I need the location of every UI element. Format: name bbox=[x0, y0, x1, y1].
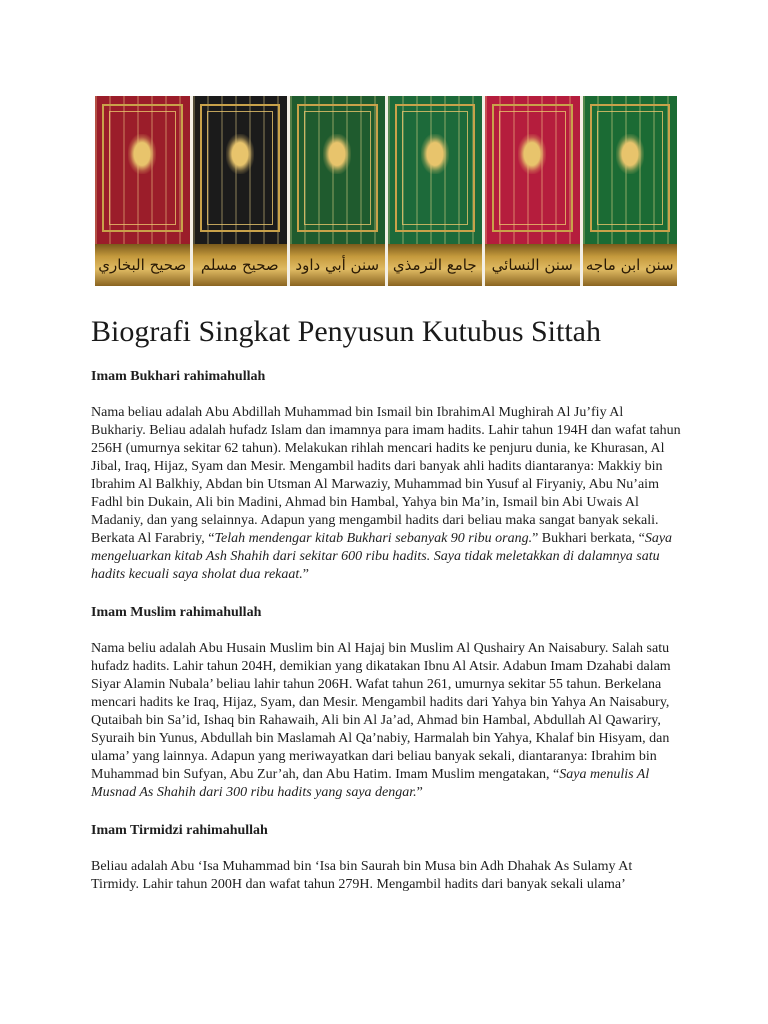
page-title: Biografi Singkat Penyusun Kutubus Sittah bbox=[91, 315, 601, 348]
book-spine-title: صحيح البخاري bbox=[98, 256, 187, 274]
section-heading-muslim: Imam Muslim rahimahullah bbox=[91, 605, 262, 620]
book-1 bbox=[95, 96, 190, 286]
book-4 bbox=[388, 96, 483, 286]
book-spine-title: جامع الترمذي bbox=[392, 256, 477, 274]
article-body bbox=[91, 368, 681, 914]
book-spine-title: سنن النسائي bbox=[491, 256, 573, 274]
kutubus-sittah-banner-image bbox=[95, 96, 677, 286]
paragraph-tirmidzi: Beliau adalah Abu ‘Isa Muhammad bin ‘Isa bin Saurah bin Musa bin Adh Dhahak As Sulamy At Tirmidy. Lahir tahun 200H dan wafat tahun 279H. Mengambil hadits dari banyak sekali ulama’ bbox=[91, 859, 633, 892]
book-3 bbox=[290, 96, 385, 286]
book-spine-title: صحيح مسلم bbox=[200, 256, 279, 274]
section-heading-bukhari: Imam Bukhari rahimahullah bbox=[91, 369, 266, 384]
book-spine-title: سنن أبي داود bbox=[295, 256, 380, 274]
paragraph-bukhari: Nama beliau adalah Abu Abdillah Muhammad bin Ismail bin IbrahimAl Mughirah Al Ju’fiy Al Bukhariy. Beliau adalah hufadz Islam dan imamnya para imam hadits. Lahir tahun 194H dan wafat tahun 256H (umurnya sekitar 62 tahun). Melakukan rihlah mencari hadits ke penjuru dunia, ke Khurasan, Al Jibal, Iraq, Hijaz, Syam dan Mesir. Mengambil hadits dari banyak ahli hadits diantaranya: Makkiy bin Ibrahim Al Balkhiy, Abdan bin Utsman Al Marwaziy, Muhammad bin Yusuf al Firyaniy, Abu Nu’aim Fadhl bin Dukain, Ali bin Madini, Ahmad bin Hambal, Yahya bin Ma’in, Ismail bin Abi Uwais Al Madaniy, dan yang selainnya. Adapun yang mengambil hadits dari beliau maka sangat banyak sekali. Berkata Al Farabriy, “Telah mendengar kitab Bukhari sebanyak 90 ribu orang.” Bukhari berkata, “Saya mengeluarkan kitab Ash Shahih dari sekitar 600 ribu hadits. Saya tidak meletakkan di dalamnya satu hadits kecuali saya sholat dua rekaat.” bbox=[91, 405, 681, 582]
quote: Saya mengeluarkan kitab Ash Shahih dari sekitar 600 ribu hadits. Saya tidak meletakkan di dalamnya satu hadits kecuali saya sholat dua rekaat. bbox=[91, 531, 673, 582]
book-2 bbox=[193, 96, 288, 286]
book-5 bbox=[485, 96, 580, 286]
quote: Telah mendengar kitab Bukhari sebanyak 90 ribu orang. bbox=[214, 531, 533, 546]
quote: Saya menulis Al Musnad As Shahih dari 300 ribu hadits yang saya dengar. bbox=[91, 767, 650, 800]
book-6 bbox=[583, 96, 678, 286]
paragraph-muslim: Nama beliu adalah Abu Husain Muslim bin Al Hajaj bin Muslim Al Qushairy An Naisabury. Salah satu hufadz hadits. Lahir tahun 204H, demikian yang dikatakan Ibnu Al Atsir. Adabun Imam Dzahabi dalam Siyar Alamin Nubala’ beliau lahir tahun 206H. Wafat tahun 261, umurnya sekitar 55 tahun. Berkelana mencari hadits ke Iraq, Hijaz, Syam, dan Mesir. Mengambil hadits dari Yahya bin Yahya An Naisabury, Qutaibah bin Sa’id, Ishaq bin Rahawaih, Ali bin Al Ja’ad, Ahmad bin Hambal, Abdullah Al Qawariry, Syuraih bin Yunus, Abdullah bin Maslamah Al Qa’nabiy, Harmalah bin Yahya, Khalaf bin Hisyam, dan ulama’ yang lainnya. Adapun yang meriwayatkan dari beliau banyak sekali, diantaranya: Ibrahim bin Muhammad bin Sufyan, Abu Zur’ah, dan Abu Hatim. Imam Muslim mengatakan, “Saya menulis Al Musnad As Shahih dari 300 ribu hadits yang saya dengar.” bbox=[91, 641, 671, 800]
book-spine-title: سنن ابن ماجه bbox=[585, 256, 674, 274]
section-heading-tirmidzi: Imam Tirmidzi rahimahullah bbox=[91, 823, 268, 838]
